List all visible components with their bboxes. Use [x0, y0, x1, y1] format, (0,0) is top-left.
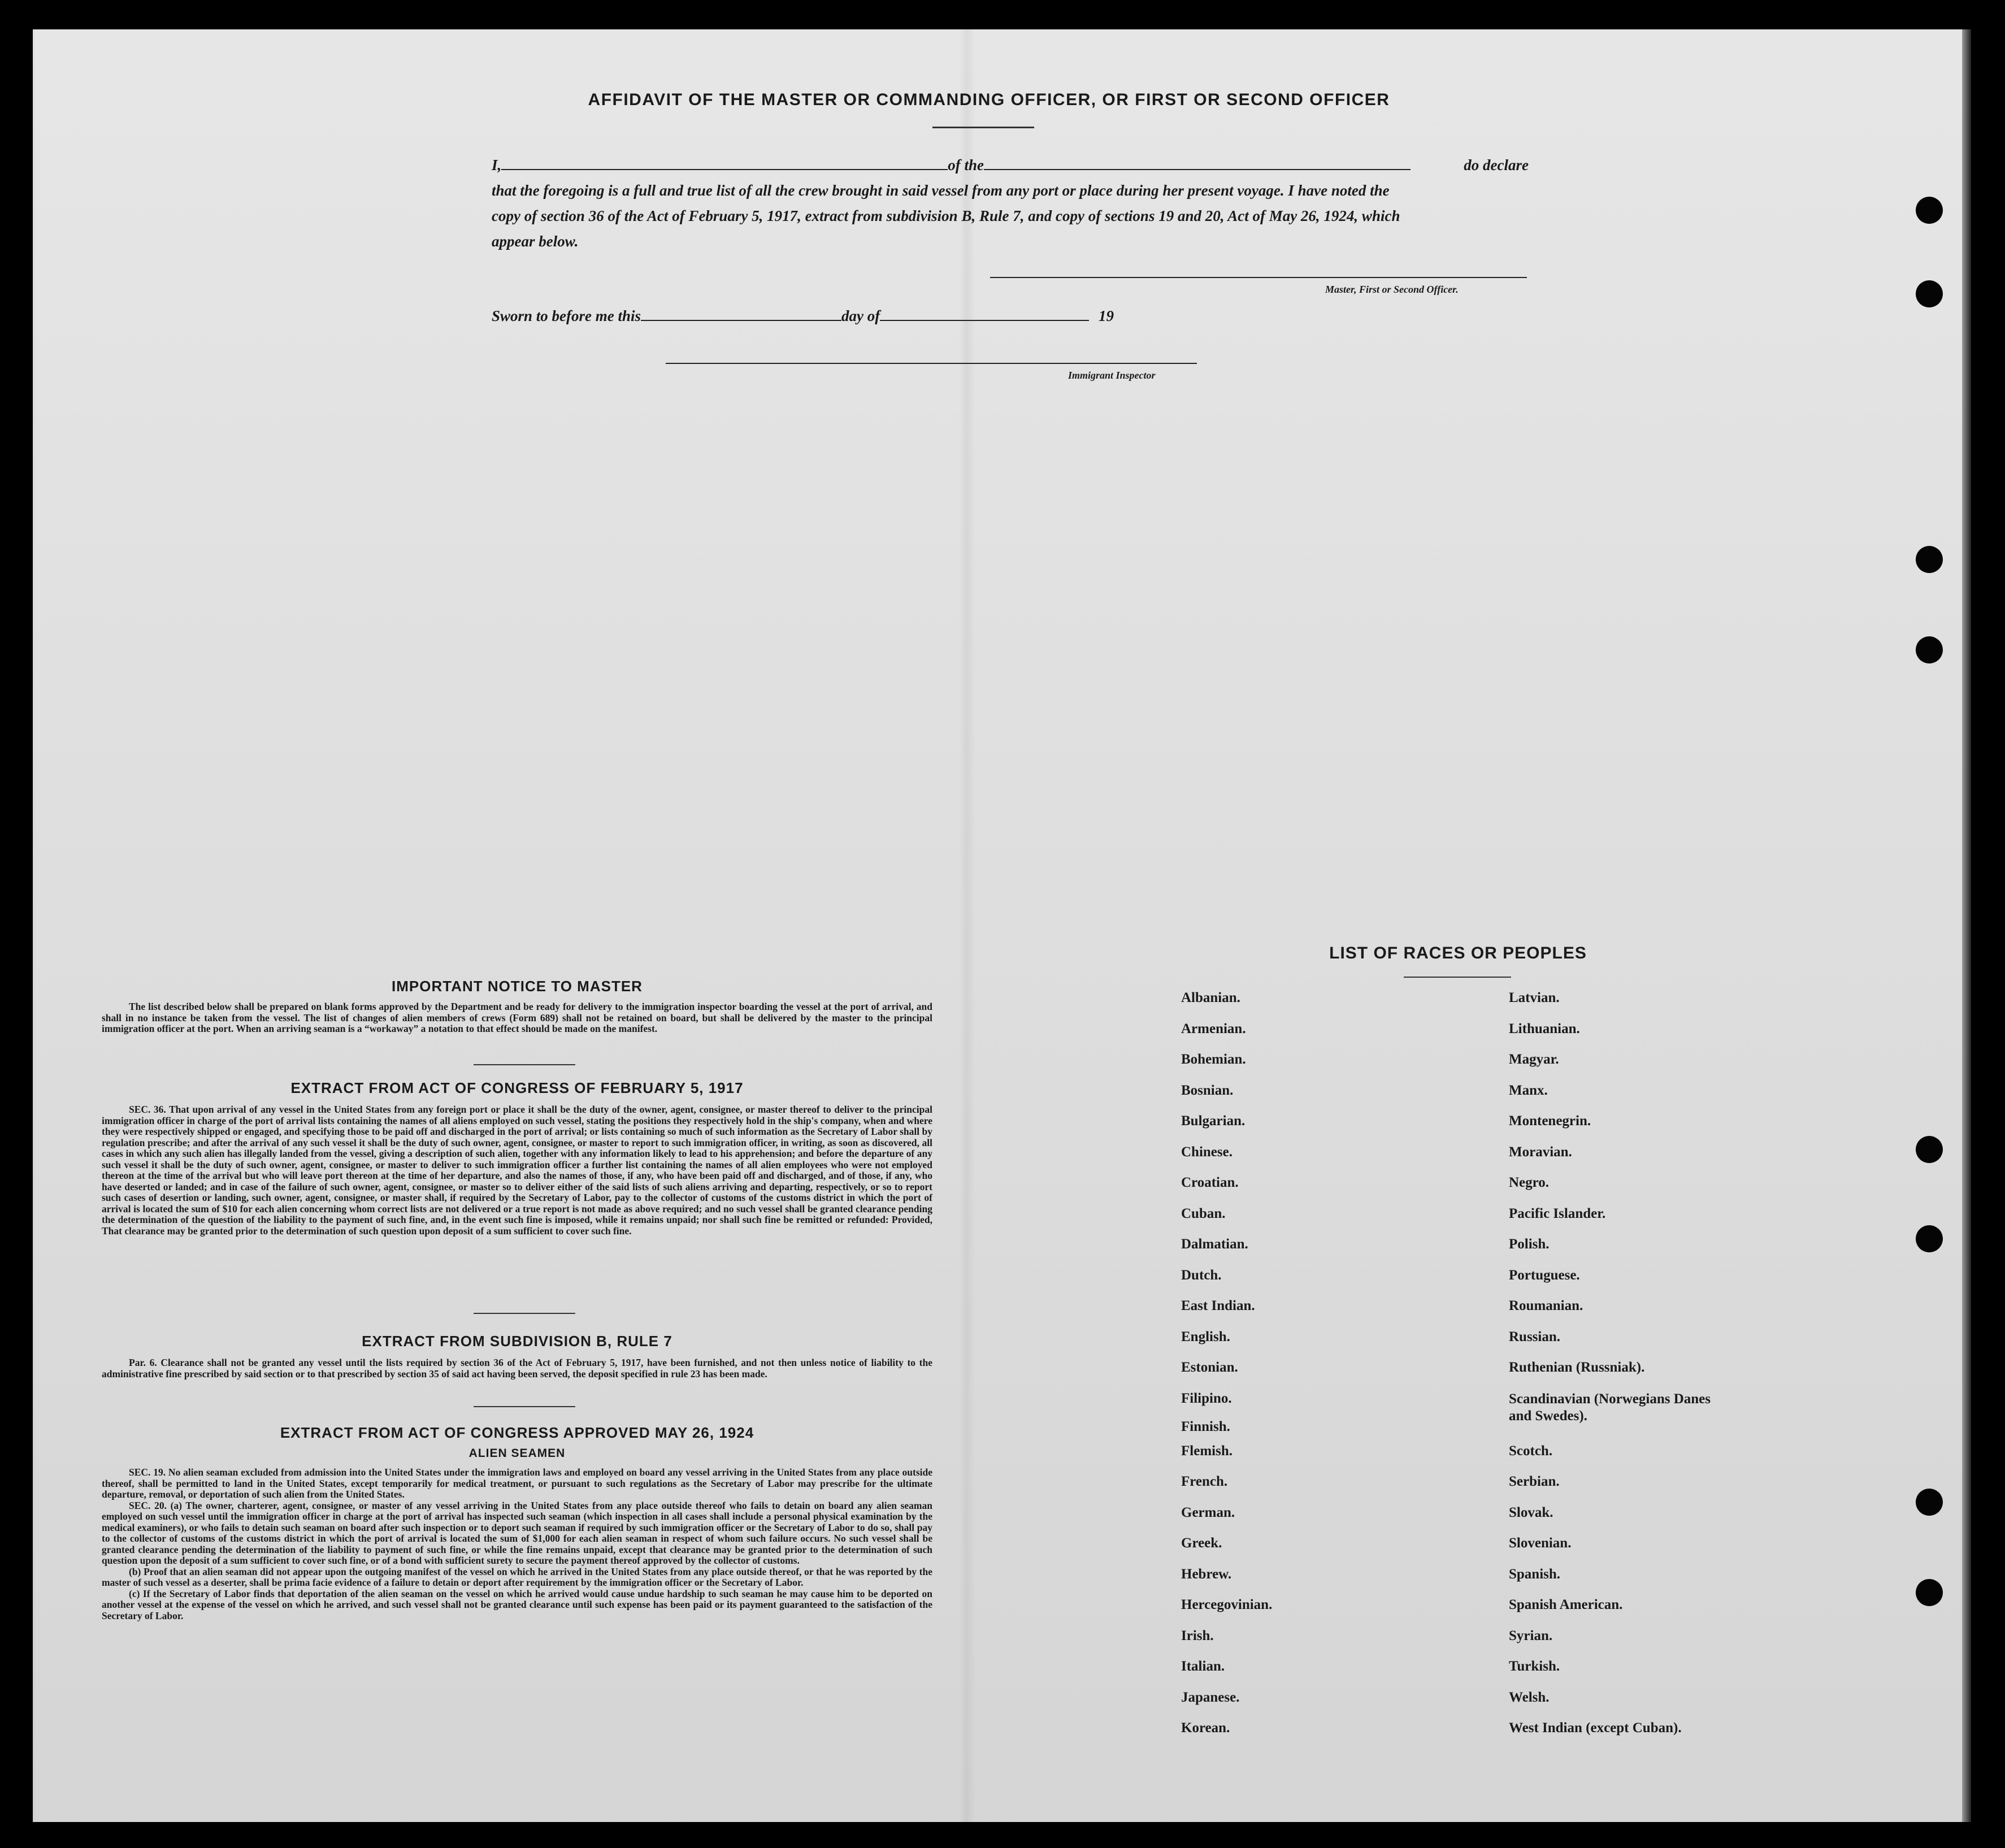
race-item: Greek. [1181, 1535, 1222, 1551]
race-item: East Indian. [1181, 1298, 1255, 1313]
race-item: Chinese. [1181, 1144, 1232, 1160]
races-right-column [1509, 990, 1769, 1751]
affidavit-i: I, [492, 157, 502, 173]
affidavit-of-the: of the [948, 157, 984, 173]
extract-1917-text [102, 1104, 932, 1237]
race-item: Negro. [1509, 1175, 1550, 1190]
race-item: Moravian. [1509, 1144, 1572, 1160]
race-item: Roumanian. [1509, 1298, 1583, 1313]
inspector-signature-line[interactable] [666, 363, 1197, 364]
races-rule [1404, 977, 1511, 978]
race-item: Korean. [1181, 1720, 1230, 1736]
master-signature-line[interactable] [990, 277, 1527, 278]
race-item: Bohemian. [1181, 1052, 1246, 1067]
race-item: Croatian. [1181, 1175, 1239, 1190]
punch-hole-5 [1916, 1136, 1943, 1163]
race-item: Spanish American. [1509, 1597, 1623, 1612]
rule7-rule [474, 1406, 575, 1407]
race-item: Lithuanian. [1509, 1021, 1580, 1036]
punch-hole-2 [1916, 280, 1943, 307]
affidavit-text [492, 153, 1529, 254]
vessel-blank[interactable] [984, 157, 1411, 170]
race-item: Turkish. [1509, 1659, 1560, 1674]
race-item: French. [1181, 1474, 1228, 1489]
sworn-month-blank[interactable] [880, 307, 1089, 321]
race-item: Slovak. [1509, 1504, 1553, 1520]
title-rule [932, 127, 1034, 128]
affidavit-line-1 [492, 153, 1529, 178]
race-item: Welsh. [1509, 1689, 1550, 1705]
sworn-year: 19 [1099, 307, 1114, 324]
notice-paragraph: The list described below shall be prepared on blank forms approved by the Department and be ready for delivery to the immigration inspector boarding the vessel at the port of arrival, and shall in no instance be taken from the vessel. The list of changes of alien members of crews (Form 689) shall not be retained on board, but shall be delivered by the master to the principal immigration officer at the port. When an arriving seaman is a “workaway” a notation to that effect should be made on the manifest. [102, 1001, 932, 1034]
races-title: LIST OF RACES OR PEOPLES [1329, 944, 1587, 962]
sworn-line [492, 307, 1114, 325]
race-item: Portuguese. [1509, 1267, 1580, 1283]
race-item: Dutch. [1181, 1267, 1222, 1283]
notice-text [102, 1001, 932, 1035]
race-item: Bulgarian. [1181, 1113, 1245, 1129]
sec36-paragraph: SEC. 36. That upon arrival of any vessel in the United States from any foreign port or place it shall be the duty of the owner, agent, consignee, or master thereof to deliver to the principal immigration officer in charge of the port of arrival lists containing the names of all aliens employed on such vessel, stating the positions they respectively hold in the ship's company, when and where they were respectively shipped or engaged, and specifying those to be paid off and discharged in the port of arrival; or lists containing so much of such information as the Secretary of Labor shall by regulation prescribe; and after the arrival of any such vessel it shall be the duty of such owner, agent, consignee, or master to report to such immigration officer, in writing, as soon as discovered, all cases in which any such alien has illegally landed from the vessel, giving a description of such alien, together with any information likely to lead to his apprehension; and before the departure of any such vessel it shall be the duty of such owner, agent, consignee, or master to deliver to such immigration officer a further list containing the names of all alien employees who were not employed thereon at the time of the arrival but who will leave port thereon at the time of her departure, and also the names of those, if any, who have been paid off and discharged, and of those, if any, who have deserted or landed; and in case of the failure of such owner, agent, consignee, or master so to deliver either of the said lists of such aliens arriving and departing, respectively, or so to report such cases of desertion or landing, such owner, agent, consignee, or master shall, if required by the Secretary of Labor, pay to the collector of customs of the customs district in which the port of arrival is located the sum of $10 for each alien concerning whom correct lists are not delivered or a true report is not made as above required; and no such vessel shall be granted clearance pending the determination of the question of the liability to the payment of such fine, and, in the event such fine is imposed, while it remains unpaid; nor shall such fine be remitted or refunded: Provided, That clearance may be granted prior to the determination of such question upon deposit of a sum sufficient to cover such fine. [102, 1104, 932, 1237]
sec19-paragraph: SEC. 19. No alien seaman excluded from admission into the United States under the immigration laws and employed on board any vessel arriving in the United States from any place outside thereof, shall be permitted to land in the United States, except temporarily for medical treatment, or pursuant to such regulations as the Secretary of Labor may prescribe for the ultimate departure, removal, or deportation of such alien from the United States. [102, 1467, 932, 1500]
race-item: Russian. [1509, 1329, 1561, 1344]
race-item: Montenegrin. [1509, 1113, 1591, 1129]
race-item: Flemish. [1181, 1443, 1232, 1459]
race-item: Filipino. [1181, 1390, 1232, 1406]
race-item: Hercegovinian. [1181, 1597, 1273, 1612]
race-item: Ruthenian (Russniak). [1509, 1360, 1645, 1375]
sworn-day-blank[interactable] [641, 307, 841, 321]
punch-hole-4 [1916, 636, 1943, 663]
notice-rule [474, 1064, 575, 1065]
race-item: West Indian (except Cuban). [1509, 1720, 1682, 1736]
affidavit-title: AFFIDAVIT OF THE MASTER OR COMMANDING OFFICER, OR FIRST OR SECOND OFFICER [588, 90, 1390, 109]
sec20b-paragraph: (b) Proof that an alien seaman did not appear upon the outgoing manifest of the vessel on which he arrived in the United States from any place outside thereof, or that he was reported by the master of such vessel as a deserter, shall be prima facie evidence of a failure to detain or deport after requirement by the immigration officer or the Secretary of Labor. [102, 1565, 932, 1588]
race-item: Hebrew. [1181, 1566, 1232, 1582]
extract-1924-text [102, 1467, 932, 1621]
race-item: Cuban. [1181, 1205, 1226, 1221]
affidavit-line-2: that the foregoing is a full and true list of all the crew brought in said vessel from any port or place during her present voyage. I have noted the [492, 182, 1390, 199]
race-item: Irish. [1181, 1628, 1214, 1643]
notice-title: IMPORTANT NOTICE TO MASTER [392, 978, 643, 995]
rule7-title: EXTRACT FROM SUBDIVISION B, RULE 7 [362, 1333, 672, 1350]
affidavit-declare: do declare [1464, 157, 1529, 173]
name-blank[interactable] [501, 157, 948, 170]
extract-1917-title: EXTRACT FROM ACT OF CONGRESS OF FEBRUARY 5, 1917 [290, 1079, 744, 1096]
master-signature-label: Master, First or Second Officer. [1325, 284, 1459, 295]
race-item: Dalmatian. [1181, 1237, 1248, 1252]
race-item: Latvian. [1509, 990, 1560, 1005]
sheet-edge-shadow [1962, 29, 1971, 1822]
race-item: German. [1181, 1504, 1235, 1520]
sec20a-paragraph: SEC. 20. (a) The owner, charterer, agent, consignee, or master of any vessel arriving in the United States from any place outside thereof who fails to detain on board any alien seaman employed on such vessel until the immigration officer in charge at the port of arrival has inspected such seaman (which inspection in all cases shall include a personal physical examination by the medical examiners), or who fails to detain such seaman on board after such inspection or to deport such seaman if required by such immigration officer or the Secretary of Labor to do so, shall pay to the collector of customs of the customs district in which the port of arrival is located the sum of $1,000 for each alien seaman in respect of whom such failure occurs. No such vessel shall be granted clearance pending the determination of the liability to payment of such fine, or while the fine remains unpaid, except that clearance may be granted prior to the determination of such question upon the deposit of a sum sufficient to cover such fine, or of a bond with sufficient surety to secure the payment thereof approved by the collector of customs. [102, 1499, 932, 1566]
punch-hole-8 [1916, 1579, 1943, 1606]
race-item: Polish. [1509, 1237, 1550, 1252]
punch-hole-6 [1916, 1225, 1943, 1252]
race-item: Estonian. [1181, 1360, 1238, 1375]
race-item: Italian. [1181, 1659, 1225, 1674]
extract-1924-title: EXTRACT FROM ACT OF CONGRESS APPROVED MAY 26, 1924 [280, 1424, 754, 1441]
races-left-column [1181, 990, 1418, 1751]
rule7-text [102, 1357, 932, 1380]
alien-seamen-subtitle: ALIEN SEAMEN [468, 1447, 566, 1460]
inspector-signature-label: Immigrant Inspector [1068, 370, 1156, 381]
race-item: Manx. [1509, 1082, 1548, 1098]
race-item: Bosnian. [1181, 1082, 1234, 1098]
race-item: Syrian. [1509, 1628, 1553, 1643]
sworn-day-of: day of [841, 307, 880, 324]
race-item: Albanian. [1181, 990, 1240, 1005]
race-item: English. [1181, 1329, 1230, 1344]
race-item: Japanese. [1181, 1689, 1240, 1705]
race-item: Slovenian. [1509, 1535, 1572, 1551]
sworn-prefix: Sworn to before me this [492, 307, 641, 324]
extract-1917-rule [474, 1313, 575, 1314]
punch-hole-7 [1916, 1489, 1943, 1516]
race-item: Armenian. [1181, 1021, 1246, 1036]
race-item: Magyar. [1509, 1052, 1559, 1067]
affidavit-line-4: appear below. [492, 233, 579, 250]
race-item: Pacific Islander. [1509, 1205, 1606, 1221]
race-item: Finnish. [1181, 1418, 1230, 1434]
race-item: Scotch. [1509, 1443, 1553, 1459]
rule7-paragraph: Par. 6. Clearance shall not be granted any vessel until the lists required by section 36 of the Act of February 5, 1917, have been furnished, and not then unless notice of liability to the administrative fine prescribed by said section or to that prescribed by section 35 of said act having been served, the deposit specified in rule 23 has been made. [102, 1357, 932, 1380]
race-item: Spanish. [1509, 1566, 1561, 1582]
punch-hole-1 [1916, 197, 1943, 224]
race-item: Scandinavian (Norwegians Danes and Swedes). [1509, 1391, 1711, 1424]
sec20c-paragraph: (c) If the Secretary of Labor finds that deportation of the alien seaman on the vessel on which he arrived would cause undue hardship to such seaman he may cause him to be deported on another vessel at the expense of the vessel on which he arrived, and such vessel shall not be granted clearance until such expense has been paid or its payment guaranteed to the satisfaction of the Secretary of Labor. [102, 1587, 932, 1621]
affidavit-line-3: copy of section 36 of the Act of February 5, 1917, extract from subdivision B, Rule 7, and copy of sections 19 and 20, Act of May 26, 1924, which [492, 207, 1400, 224]
punch-hole-3 [1916, 546, 1943, 573]
race-item: Serbian. [1509, 1474, 1560, 1489]
